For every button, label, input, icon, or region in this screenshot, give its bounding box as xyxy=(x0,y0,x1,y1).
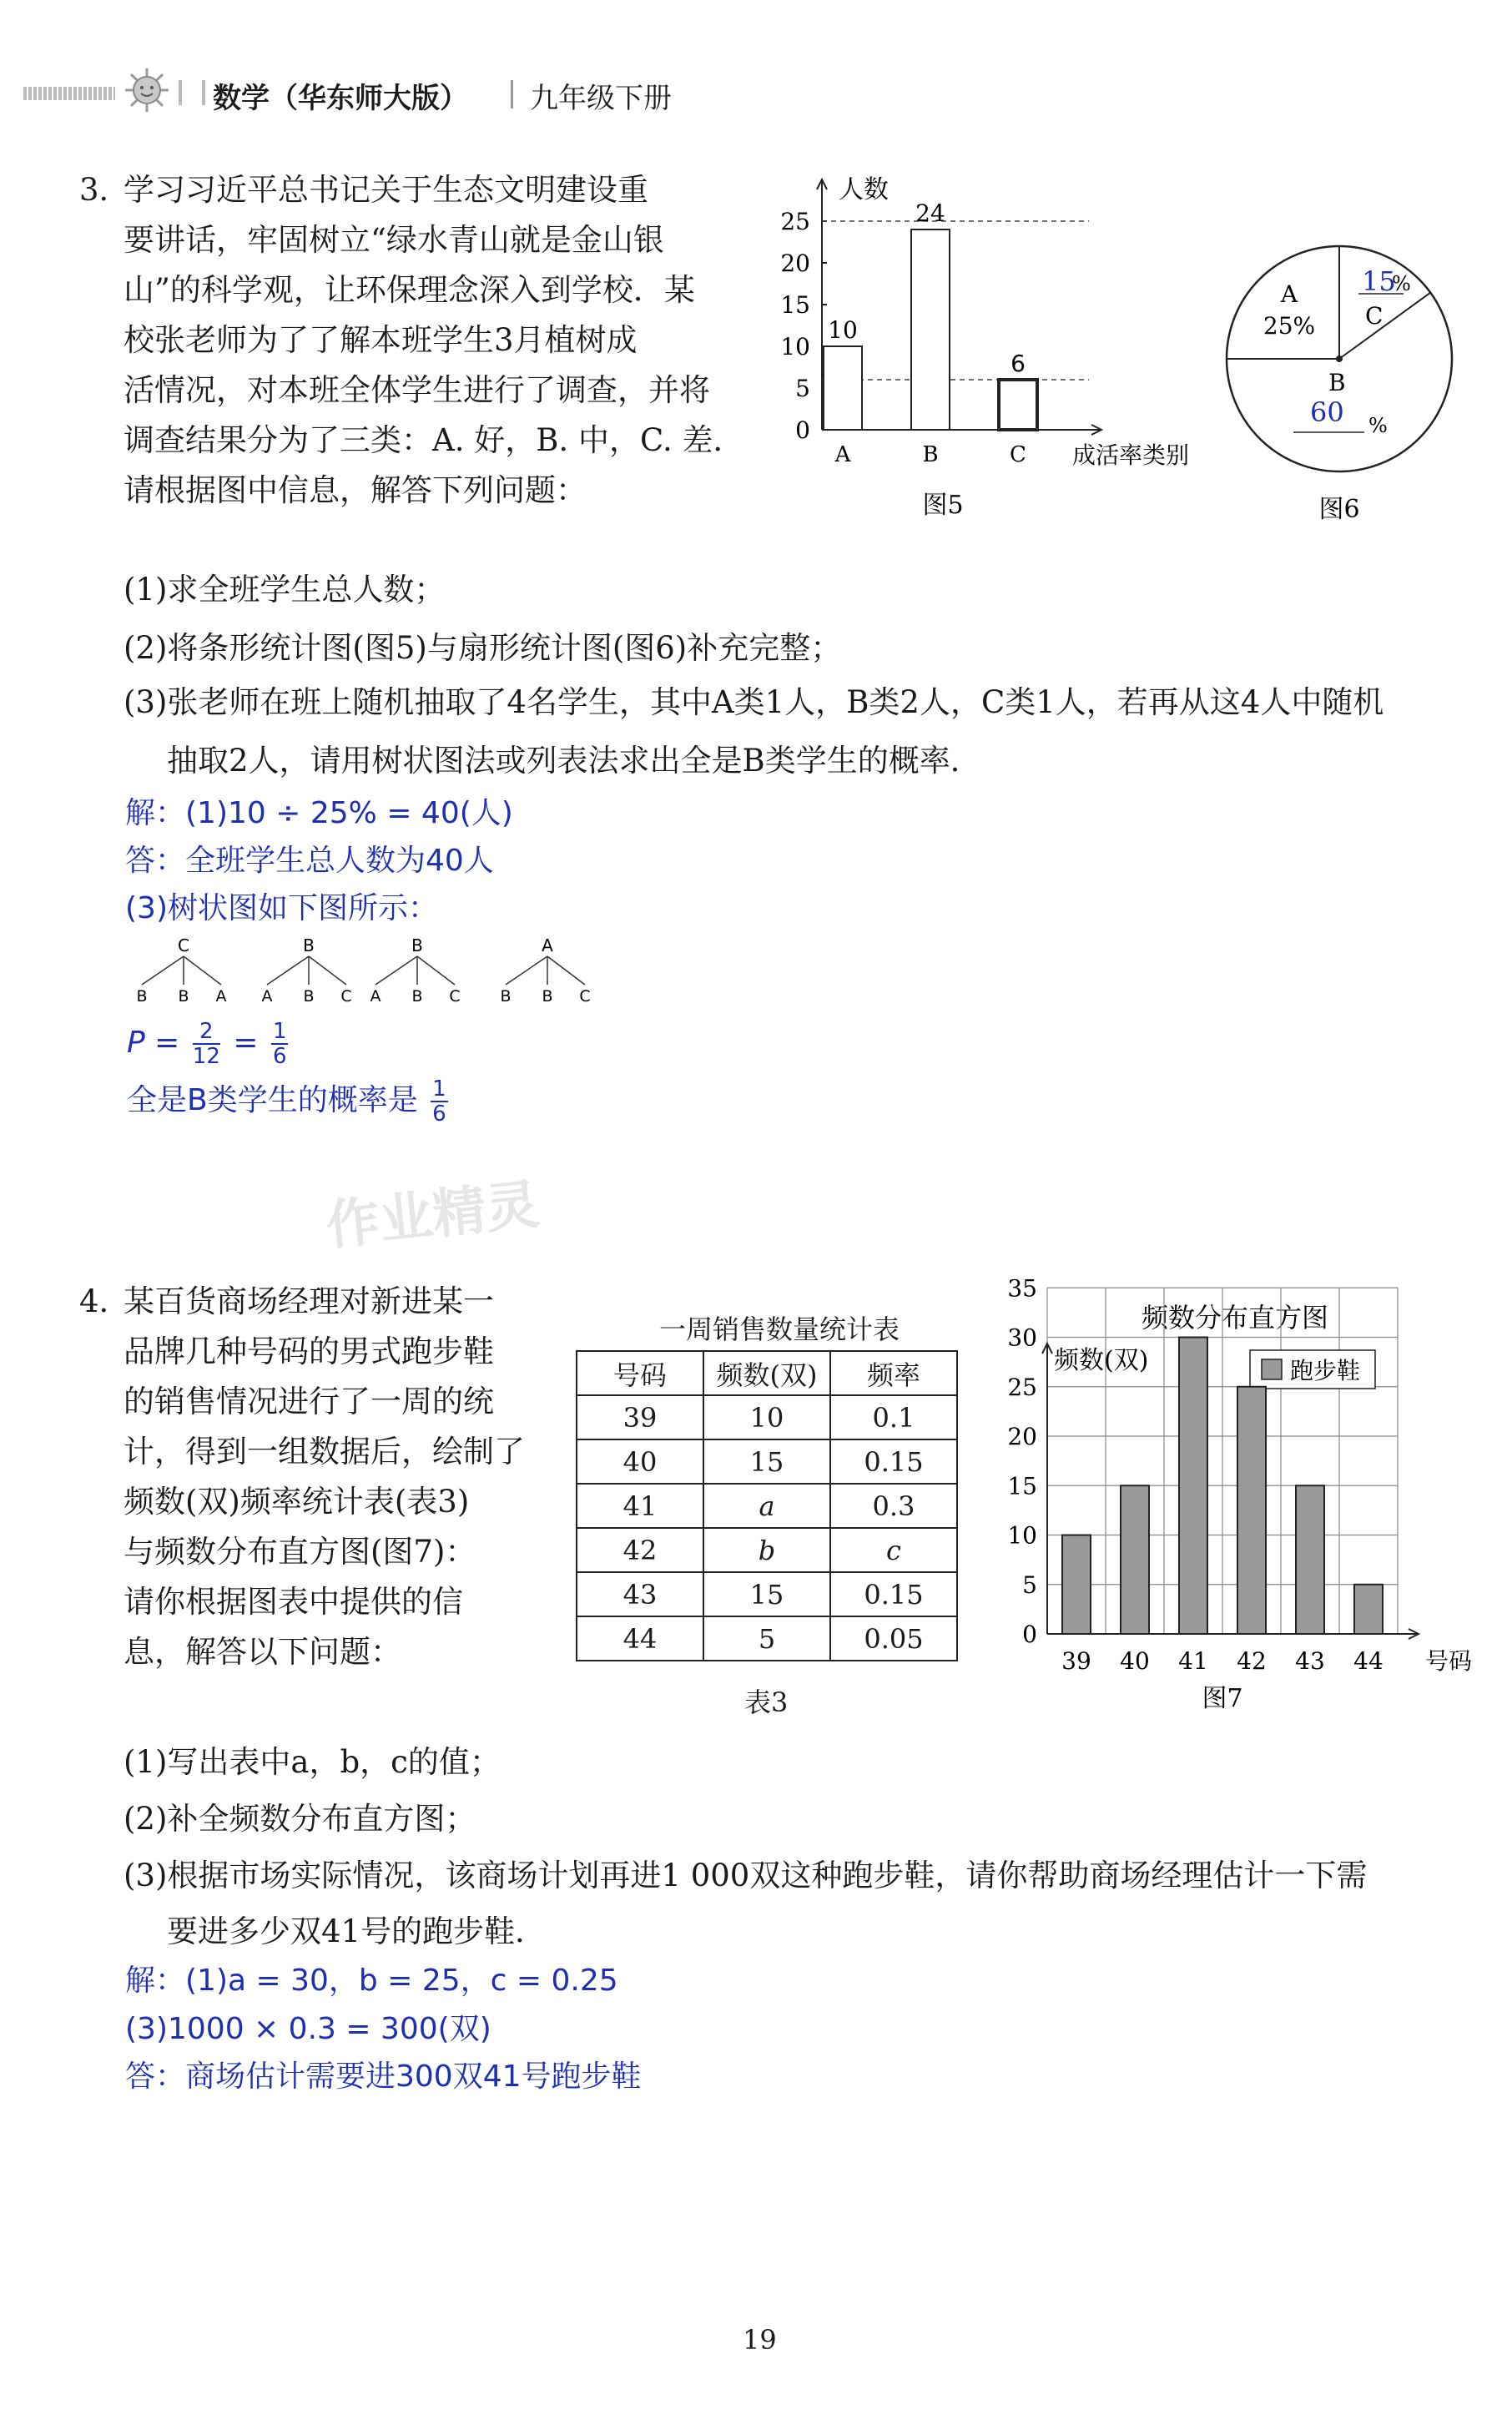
page-number: 19 xyxy=(743,2324,777,2356)
percent-sign: % xyxy=(1368,414,1388,437)
x-axis-label: 成活率类别 xyxy=(1072,441,1190,469)
figure-caption: 图7 xyxy=(1202,1684,1243,1713)
table-cell: 39 xyxy=(577,1395,703,1439)
q3-line: 山”的科学观，让环保理念深入到学校．某 xyxy=(123,272,695,308)
q3-answer-2: 答：全班学生总人数为40人 xyxy=(125,844,494,878)
header-bars xyxy=(179,80,205,105)
tree-branch xyxy=(375,956,417,985)
tree-leaf: B xyxy=(178,987,189,1006)
q3-answer-1: 解：(1)10 ÷ 25% = 40(人) xyxy=(125,796,513,830)
histogram-bar xyxy=(1237,1387,1266,1634)
probability-line xyxy=(127,1020,291,1068)
pie-slice-value: 60 xyxy=(1310,396,1344,428)
table-row xyxy=(577,1572,957,1616)
figure7-histogram xyxy=(985,1274,1473,1727)
table-cell: 41 xyxy=(577,1484,703,1528)
tree-leaf: A xyxy=(261,987,273,1006)
tree-leaf: B xyxy=(500,987,512,1006)
figure-caption: 图5 xyxy=(922,491,964,520)
table3-title: 一周销售数量统计表 xyxy=(659,1313,900,1345)
pie-center xyxy=(1336,355,1343,362)
table-header-cell: 频数(双) xyxy=(703,1351,830,1395)
histogram-bar xyxy=(1062,1535,1091,1635)
y-tick-label: 25 xyxy=(780,208,810,235)
table3 xyxy=(576,1350,958,1661)
table-cell: 10 xyxy=(703,1395,830,1439)
table-header-row xyxy=(577,1351,957,1395)
y-tick-label: 20 xyxy=(1007,1423,1037,1450)
legend-swatch xyxy=(1262,1359,1282,1379)
q4-line: 请你根据图表中提供的信 xyxy=(123,1584,463,1620)
bar xyxy=(911,229,950,430)
q4-line: 息，解答以下问题： xyxy=(123,1634,401,1670)
fraction-2-12: $\frac{2}{12}$ xyxy=(192,1019,220,1069)
percent-sign: % xyxy=(1392,272,1411,295)
x-tick-label: 43 xyxy=(1295,1647,1325,1675)
q3-line: 活情况，对本班全体学生进行了调查，并将 xyxy=(123,372,710,408)
table-cell: 42 xyxy=(577,1528,703,1572)
figure6-pie-chart xyxy=(1218,242,1469,526)
chart-title: 频数分布直方图 xyxy=(1141,1302,1329,1333)
y-tick-label: 35 xyxy=(1007,1274,1037,1303)
figure5-bar-chart xyxy=(734,163,1227,522)
tree-branch xyxy=(184,956,221,985)
pie-slice-label: B xyxy=(1328,369,1346,396)
y-tick-label: 10 xyxy=(1007,1521,1037,1550)
q3-line: 学习习近平总书记关于生态文明建设重 xyxy=(123,172,648,208)
pie-slice-label: A xyxy=(1280,280,1298,308)
tree-branch xyxy=(417,956,455,985)
pie-slice-value: 15 xyxy=(1362,265,1396,297)
table-cell: a xyxy=(703,1484,830,1528)
histogram-bar xyxy=(1354,1585,1383,1634)
x-axis-label: 号码 xyxy=(1425,1647,1473,1675)
q3-sub3b: 抽取2人，请用树状图法或列表法求出全是B类学生的概率． xyxy=(167,743,981,779)
histogram-bar xyxy=(1179,1338,1207,1635)
q4-sub1: (1)写出表中a，b，c的值； xyxy=(123,1744,501,1780)
table3-caption: 表3 xyxy=(744,1686,789,1718)
y-tick-label: 0 xyxy=(1022,1621,1037,1648)
bar-value-label: 6 xyxy=(1011,350,1026,377)
x-tick-label: 42 xyxy=(1237,1647,1267,1675)
table-row xyxy=(577,1395,957,1439)
pie-slice-label: C xyxy=(1365,302,1383,330)
tree-root: B xyxy=(303,935,315,955)
q3-number: 3. xyxy=(79,172,109,208)
tree-leaf: A xyxy=(215,987,227,1006)
tree-branch xyxy=(142,956,184,985)
tree-leaf: C xyxy=(340,987,352,1006)
table-cell: 5 xyxy=(703,1616,830,1661)
q4-answer-1: 解：(1)a = 30，b = 25，c = 0.25 xyxy=(125,1964,618,1998)
histogram-bar xyxy=(1296,1485,1324,1634)
tree-branch xyxy=(547,956,585,985)
q4-sub3b: 要进多少双41号的跑步鞋． xyxy=(167,1913,547,1949)
fraction-1-6: $\frac{1}{6}$ xyxy=(272,1019,287,1069)
y-tick-label: 5 xyxy=(1022,1570,1037,1599)
q4-stem xyxy=(123,1277,525,1677)
y-tick-label: 20 xyxy=(780,250,810,277)
figure-caption: 图6 xyxy=(1318,495,1360,524)
table-cell: 0.15 xyxy=(830,1439,957,1484)
p-symbol: P xyxy=(127,1026,145,1060)
q4-sub3a: (3)根据市场实际情况，该商场计划再进1 000双这种跑步鞋，请你帮助商场经理估计一下需 xyxy=(123,1858,1368,1893)
y-tick-label: 0 xyxy=(795,416,810,444)
x-tick-label: 39 xyxy=(1061,1647,1091,1675)
x-tick-label: B xyxy=(922,442,939,467)
x-tick-label: A xyxy=(834,442,851,467)
tree-leaf: B xyxy=(411,987,423,1006)
table-cell: 15 xyxy=(703,1572,830,1616)
tree-leaf: C xyxy=(449,987,461,1006)
y-axis-label: 人数 xyxy=(839,175,889,204)
final-answer-line xyxy=(127,1076,451,1126)
tree-leaf: B xyxy=(303,987,315,1006)
q4-line: 与频数分布直方图(图7)： xyxy=(123,1534,476,1570)
q3-stem xyxy=(123,165,743,516)
q3-line: 要讲话，牢固树立“绿水青山就是金山银 xyxy=(123,222,664,258)
q3-line: 请根据图中信息，解答下列问题： xyxy=(123,472,587,508)
table-cell: b xyxy=(703,1528,830,1572)
table-row xyxy=(577,1439,957,1484)
tree-leaf: A xyxy=(370,987,381,1006)
q3-answer-3: (3)树状图如下图所示： xyxy=(125,891,438,925)
x-tick-label: C xyxy=(1010,442,1026,467)
tree-branch xyxy=(309,956,346,985)
y-tick-label: 25 xyxy=(1007,1373,1037,1401)
table-cell: 0.05 xyxy=(830,1616,957,1661)
table-cell: 44 xyxy=(577,1616,703,1661)
table-cell: 0.15 xyxy=(830,1572,957,1616)
x-tick-label: 40 xyxy=(1120,1647,1150,1675)
q4-number: 4. xyxy=(79,1283,109,1319)
tree-branch xyxy=(267,956,309,985)
watermark: 作业精灵 xyxy=(323,1173,542,1258)
equals-sign: = xyxy=(154,1026,189,1060)
q4-line: 频数(双)频率统计表(表3) xyxy=(123,1484,470,1520)
table-cell: 15 xyxy=(703,1439,830,1484)
tree-leaf: C xyxy=(579,987,591,1006)
tree-leaf: B xyxy=(136,987,148,1006)
q3-sub1: (1)求全班学生总人数； xyxy=(123,572,446,608)
header-title: 数学（华东师大版） xyxy=(213,82,468,115)
y-tick-label: 30 xyxy=(1007,1323,1037,1352)
x-tick-label: 44 xyxy=(1353,1647,1383,1675)
header-grade: 九年级下册 xyxy=(530,82,672,115)
q4-answer-3: 答：商场估计需要进300双41号跑步鞋 xyxy=(125,2059,642,2094)
table-cell: 0.3 xyxy=(830,1484,957,1528)
tree-root: C xyxy=(178,935,189,955)
header xyxy=(0,67,1512,134)
y-tick-label: 5 xyxy=(795,375,810,402)
bar xyxy=(999,380,1037,430)
y-tick-label: 10 xyxy=(780,333,810,360)
bar xyxy=(824,346,862,430)
y-tick-label: 15 xyxy=(1007,1472,1037,1500)
q3-line: 校张老师为了了解本班学生3月植树成 xyxy=(123,322,638,358)
pie-slice-value: 25% xyxy=(1263,312,1316,340)
q4-line: 的销售情况进行了一周的统 xyxy=(123,1384,494,1419)
q3-sub3a: (3)张老师在班上随机抽取了4名学生，其中A类1人，B类2人，C类1人，若再从这4人中随机 xyxy=(123,684,1384,720)
bar-value-label: 24 xyxy=(915,199,945,227)
table-cell: c xyxy=(830,1528,957,1572)
legend-label: 跑步鞋 xyxy=(1290,1357,1361,1384)
tree-root: B xyxy=(411,935,423,955)
table-row xyxy=(577,1528,957,1572)
table-cell: 40 xyxy=(577,1439,703,1484)
histogram-bar xyxy=(1121,1485,1149,1634)
final-answer-text: 全是B类学生的概率是 xyxy=(127,1083,418,1117)
q4-line: 品牌几种号码的男式跑步鞋 xyxy=(123,1333,494,1369)
header-divider xyxy=(511,80,513,108)
final-fraction: $\frac{1}{6}$ xyxy=(432,1076,446,1127)
y-axis-label: 频数(双) xyxy=(1054,1346,1149,1375)
table-row xyxy=(577,1616,957,1661)
q4-sub2: (2)补全频数分布直方图； xyxy=(123,1801,476,1837)
table-row xyxy=(577,1484,957,1528)
q3-line: 调查结果分为了三类：A. 好，B. 中，C. 差． xyxy=(123,422,744,458)
y-tick-label: 15 xyxy=(780,291,810,319)
header-stripes xyxy=(23,87,115,100)
q4-line: 某百货商场经理对新进某一 xyxy=(123,1283,494,1319)
sun-logo-icon xyxy=(123,67,170,113)
q3-sub2: (2)将条形统计图(图5)与扇形统计图(图6)补充完整； xyxy=(123,630,842,666)
table-header-cell: 号码 xyxy=(577,1351,703,1395)
tree-leaf: B xyxy=(542,987,553,1006)
equals-sign: = xyxy=(233,1026,268,1060)
x-tick-label: 41 xyxy=(1178,1647,1208,1675)
table-cell: 0.1 xyxy=(830,1395,957,1439)
bar-value-label: 10 xyxy=(828,316,858,344)
table-cell: 43 xyxy=(577,1572,703,1616)
q4-answer-2: (3)1000 × 0.3 = 300(双) xyxy=(125,2012,491,2046)
table-header-cell: 频率 xyxy=(830,1351,957,1395)
tree-branch xyxy=(506,956,547,985)
tree-root: A xyxy=(542,935,553,955)
q4-line: 计，得到一组数据后，绘制了 xyxy=(123,1434,525,1470)
tree-diagram xyxy=(125,933,609,1016)
